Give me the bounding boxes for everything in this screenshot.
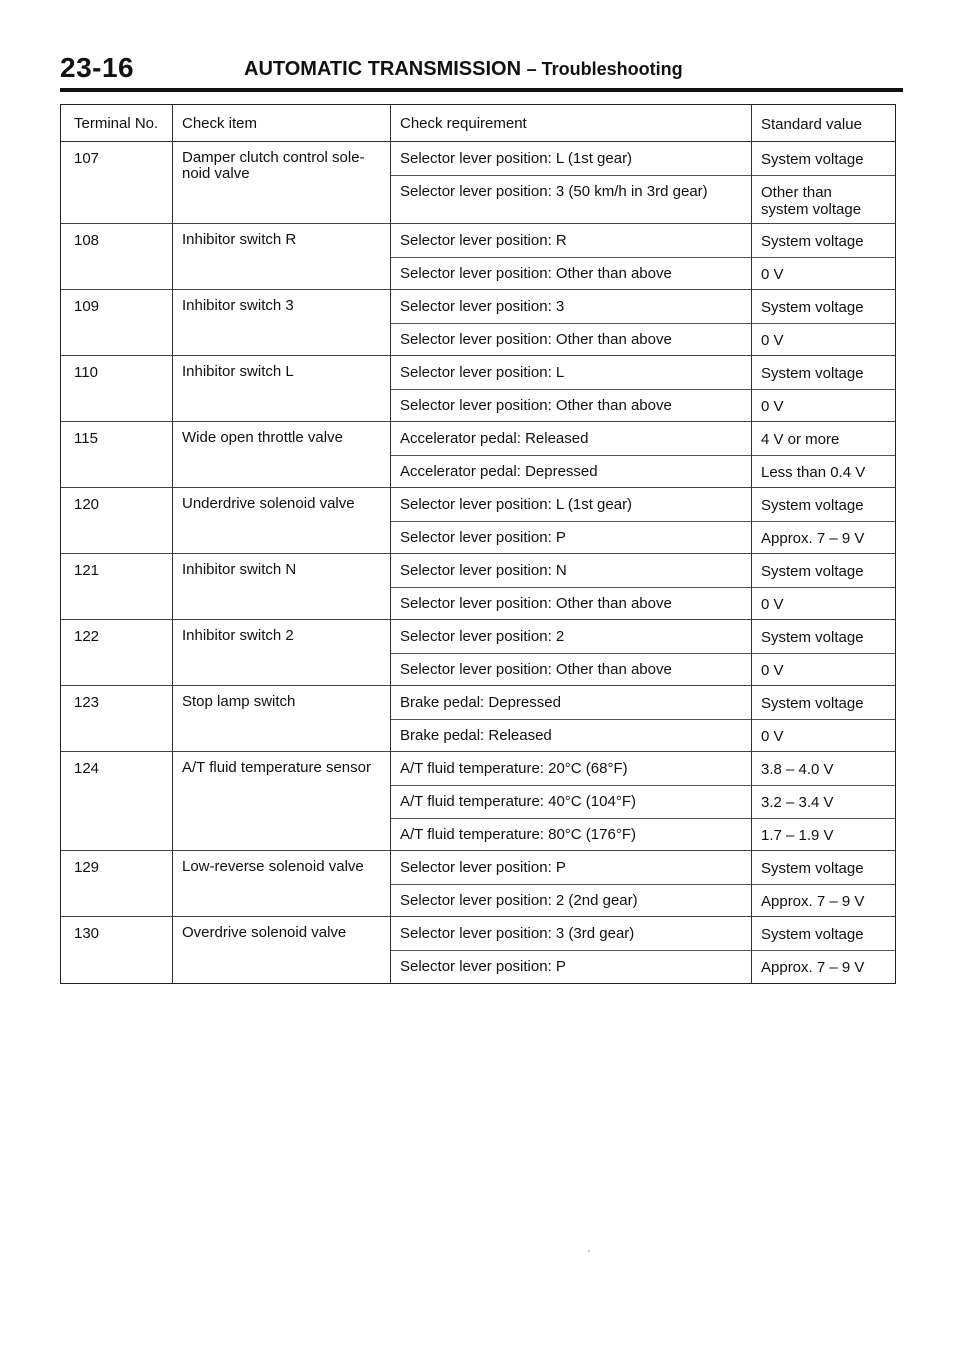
standard-value: Approx. 7 – 9 V — [761, 893, 865, 910]
standard-value: System voltage — [761, 926, 864, 943]
check-requirement: Selector lever position: 3 (50 km/h in 3rd gear) — [400, 183, 708, 200]
column-header-standard-value: Standard value — [761, 116, 862, 133]
terminal-number: 120 — [74, 496, 100, 513]
standard-value: Approx. 7 – 9 V — [761, 530, 865, 547]
sub-row-divider — [390, 950, 895, 951]
column-header-check-item: Check item — [182, 115, 258, 132]
standard-value: Other than system voltage — [761, 184, 862, 218]
check-item: Overdrive solenoid valve — [182, 924, 347, 941]
standard-value: 4 V or more — [761, 431, 840, 448]
check-requirement: Selector lever position: N — [400, 562, 567, 579]
section-title: AUTOMATIC TRANSMISSION — [244, 58, 522, 80]
page-number: 23-16 — [60, 52, 135, 83]
standard-value: 3.2 – 3.4 V — [761, 794, 834, 811]
table-row — [61, 752, 895, 851]
check-requirement: Accelerator pedal: Released — [400, 430, 589, 447]
table-row — [61, 356, 895, 422]
standard-value: Less than 0.4 V — [761, 464, 866, 481]
sub-row-divider — [390, 587, 895, 588]
terminal-number: 109 — [74, 298, 100, 315]
check-item: Inhibitor switch 3 — [182, 297, 294, 314]
sub-row-divider — [390, 389, 895, 390]
table-header-row — [61, 105, 895, 142]
sub-row-divider — [390, 818, 895, 819]
check-requirement: A/T fluid temperature: 80°C (176°F) — [400, 826, 636, 843]
standard-value: System voltage — [761, 233, 864, 250]
check-requirement: Selector lever position: P — [400, 958, 566, 975]
check-requirement: A/T fluid temperature: 40°C (104°F) — [400, 793, 636, 810]
check-item: Inhibitor switch N — [182, 561, 297, 578]
check-item: Low-reverse solenoid valve — [182, 858, 364, 875]
table-row — [61, 917, 895, 983]
standard-value: System voltage — [761, 629, 864, 646]
check-requirement: Selector lever position: Other than above — [400, 661, 672, 678]
sub-row-divider — [390, 521, 895, 522]
standard-value: 0 V — [761, 728, 784, 745]
standard-value: 0 V — [761, 266, 784, 283]
check-item: Inhibitor switch 2 — [182, 627, 294, 644]
page-header — [60, 50, 903, 92]
check-requirement: Selector lever position: Other than above — [400, 331, 672, 348]
check-item: Inhibitor switch R — [182, 231, 297, 248]
check-requirement: Selector lever position: L — [400, 364, 565, 381]
standard-value: System voltage — [761, 365, 864, 382]
table-row — [61, 554, 895, 620]
standard-value: 0 V — [761, 398, 784, 415]
standard-value: System voltage — [761, 151, 864, 168]
standard-value: System voltage — [761, 860, 864, 877]
sub-row-divider — [390, 257, 895, 258]
terminal-number: 130 — [74, 925, 100, 942]
check-requirement: Selector lever position: P — [400, 859, 566, 876]
table-row — [61, 290, 895, 356]
standard-value: 0 V — [761, 332, 784, 349]
check-requirement: Selector lever position: Other than above — [400, 595, 672, 612]
table-row — [61, 142, 895, 224]
standard-value: System voltage — [761, 497, 864, 514]
table-row — [61, 686, 895, 752]
sub-row-divider — [390, 653, 895, 654]
check-requirement: Brake pedal: Depressed — [400, 694, 561, 711]
terminal-number: 107 — [74, 150, 100, 167]
check-requirement: Selector lever position: 2 (2nd gear) — [400, 892, 638, 909]
sub-row-divider — [390, 884, 895, 885]
check-requirement: Selector lever position: Other than above — [400, 397, 672, 414]
terminal-number: 129 — [74, 859, 100, 876]
column-header-check-requirement: Check requirement — [400, 115, 527, 132]
column-divider — [751, 105, 752, 983]
check-requirement: Selector lever position: Other than above — [400, 265, 672, 282]
terminal-number: 110 — [74, 364, 98, 381]
check-requirement: Selector lever position: P — [400, 529, 566, 546]
table-row — [61, 224, 895, 290]
check-requirement: Accelerator pedal: Depressed — [400, 463, 598, 480]
column-header-terminal: Terminal No. — [74, 115, 159, 132]
check-item: Wide open throttle valve — [182, 429, 343, 446]
check-requirement: A/T fluid temperature: 20°C (68°F) — [400, 760, 628, 777]
terminal-number: 122 — [74, 628, 100, 645]
speck — [588, 1250, 590, 1252]
standard-value: System voltage — [761, 563, 864, 580]
check-requirement: Selector lever position: 3 (3rd gear) — [400, 925, 635, 942]
check-requirement: Brake pedal: Released — [400, 727, 552, 744]
check-item: Underdrive solenoid valve — [182, 495, 355, 512]
column-divider — [172, 105, 173, 983]
terminal-number: 115 — [74, 430, 98, 447]
table-row — [61, 422, 895, 488]
check-requirement: Selector lever position: L (1st gear) — [400, 496, 633, 513]
check-item: Stop lamp switch — [182, 693, 296, 710]
section-subtitle: Troubleshooting — [541, 59, 683, 79]
check-requirement: Selector lever position: L (1st gear) — [400, 150, 633, 167]
terminal-number: 108 — [74, 232, 100, 249]
check-requirement: Selector lever position: 3 — [400, 298, 565, 315]
sub-row-divider — [390, 455, 895, 456]
page-title: AUTOMATIC TRANSMISSION – Troubleshooting — [244, 58, 683, 80]
check-item: Inhibitor switch L — [182, 363, 294, 380]
check-requirement: Selector lever position: R — [400, 232, 567, 249]
standard-value: Approx. 7 – 9 V — [761, 959, 865, 976]
terminal-number: 123 — [74, 694, 100, 711]
terminal-number: 124 — [74, 760, 100, 777]
troubleshooting-table — [60, 104, 896, 984]
sub-row-divider — [390, 785, 895, 786]
sub-row-divider — [390, 323, 895, 324]
check-item: A/T fluid temperature sensor — [182, 759, 371, 776]
table-row — [61, 488, 895, 554]
standard-value: System voltage — [761, 695, 864, 712]
table-row — [61, 620, 895, 686]
sub-row-divider — [390, 719, 895, 720]
standard-value: 3.8 – 4.0 V — [761, 761, 834, 778]
sub-row-divider — [390, 175, 895, 176]
column-divider — [390, 105, 391, 983]
standard-value: 0 V — [761, 662, 784, 679]
terminal-number: 121 — [74, 562, 100, 579]
check-requirement: Selector lever position: 2 — [400, 628, 565, 645]
standard-value: 0 V — [761, 596, 784, 613]
standard-value: 1.7 – 1.9 V — [761, 827, 834, 844]
check-item: Damper clutch control sole- noid valve — [182, 149, 365, 182]
table-row — [61, 851, 895, 917]
standard-value: System voltage — [761, 299, 864, 316]
